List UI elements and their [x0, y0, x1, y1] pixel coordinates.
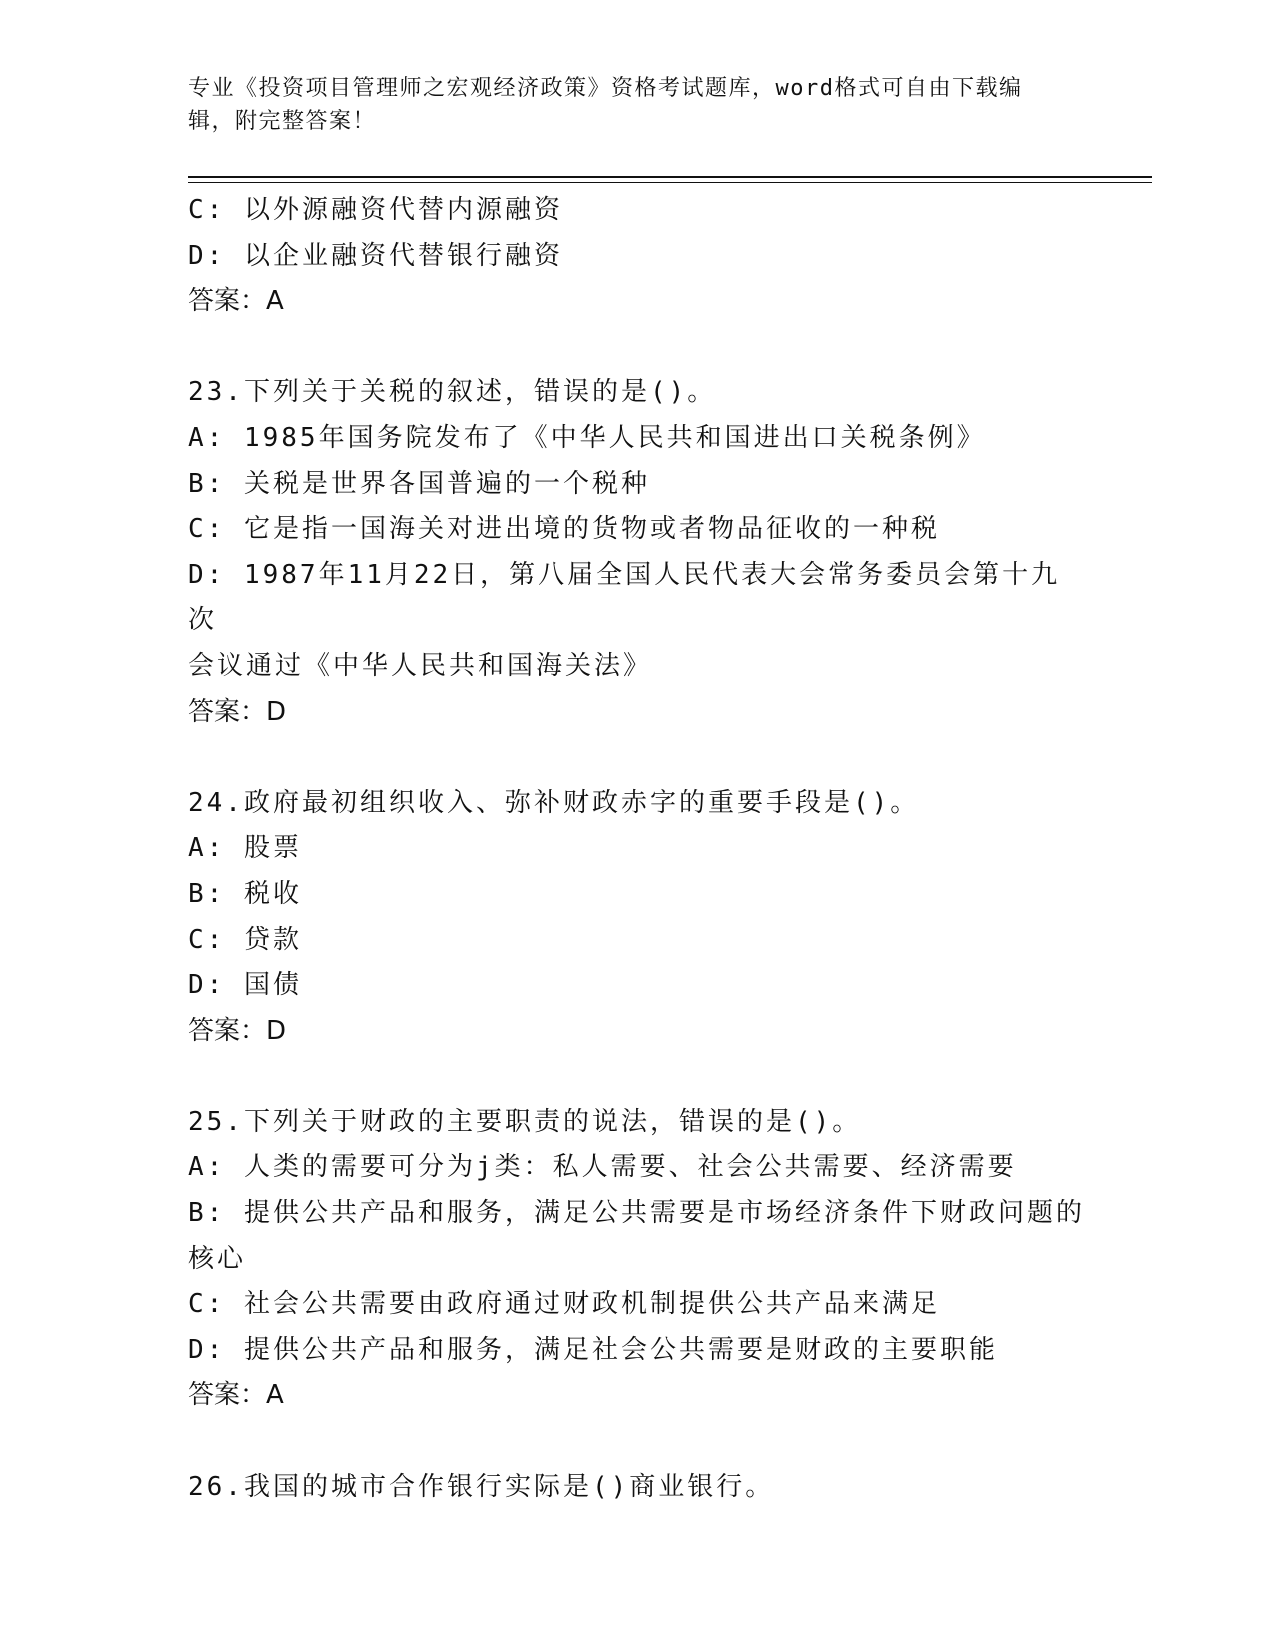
question-stem: 23.下列关于关税的叙述，错误的是()。 [188, 377, 717, 408]
option-a: A: 1985年国务院发布了《中华人民共和国进出口关税条例》 [188, 422, 986, 453]
header-divider-thick [188, 176, 1152, 178]
answer-line: 答案：D [188, 1015, 287, 1046]
option-a: A: 人类的需要可分为j类：私人需要、社会公共需要、经济需要 [188, 1152, 1017, 1183]
question-22-tail [188, 188, 1088, 325]
option-b-continued: 核心 [188, 1243, 247, 1274]
question-stem: 25.下列关于财政的主要职责的说法，错误的是()。 [188, 1106, 862, 1137]
option-d: D: 国债 [188, 970, 302, 1001]
option-d: D: 以企业融资代替银行融资 [188, 240, 563, 271]
question-stem: 24.政府最初组织收入、弥补财政赤字的重要手段是()。 [188, 787, 920, 818]
option-d: D: 1987年11月22日，第八届全国人民代表大会常务委员会第十九次 [188, 559, 1061, 636]
question-25 [188, 1100, 1088, 1419]
question-gap [188, 1419, 1088, 1465]
header-line-1: 专业《投资项目管理师之宏观经济政策》资格考试题库，word格式可自由下载编 [188, 76, 1023, 101]
option-d-continued: 会议通过《中华人民共和国海关法》 [188, 650, 653, 681]
header-divider-thin [188, 182, 1152, 183]
option-b: B: 税收 [188, 878, 302, 909]
question-gap [188, 1054, 1088, 1100]
header-line-2: 辑，附完整答案！ [188, 109, 377, 134]
answer-line: 答案：A [188, 1380, 284, 1411]
option-b: B: 关税是世界各国普遍的一个税种 [188, 468, 650, 499]
option-c: C: 社会公共需要由政府通过财政机制提供公共产品来满足 [188, 1289, 940, 1320]
answer-line: 答案：A [188, 286, 284, 317]
option-c: C: 以外源融资代替内源融资 [188, 195, 563, 225]
document-header [188, 72, 1088, 138]
option-c: C: 贷款 [188, 924, 302, 955]
question-23 [188, 370, 1088, 735]
question-24 [188, 781, 1088, 1055]
question-gap [188, 325, 1088, 371]
option-b: B: 提供公共产品和服务，满足公共需要是市场经济条件下财政问题的 [188, 1198, 1085, 1229]
question-stem: 26.我国的城市合作银行实际是()商业银行。 [188, 1471, 775, 1502]
question-gap [188, 735, 1088, 781]
option-d: D: 提供公共产品和服务，满足社会公共需要是财政的主要职能 [188, 1334, 998, 1365]
option-a: A: 股票 [188, 833, 302, 864]
answer-line: 答案：D [188, 696, 287, 727]
option-c: C: 它是指一国海关对进出境的货物或者物品征收的一种税 [188, 514, 940, 545]
question-26 [188, 1465, 1088, 1511]
question-content [188, 188, 1088, 1510]
